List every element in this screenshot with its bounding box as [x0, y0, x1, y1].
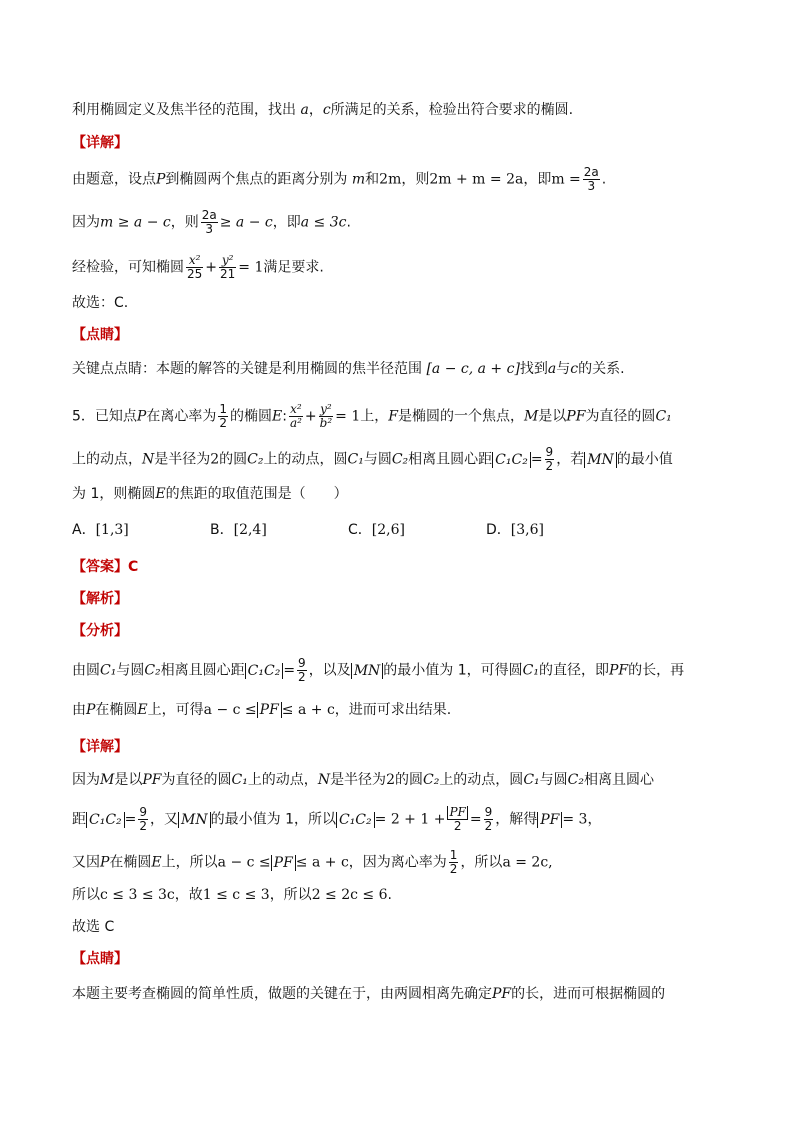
fraction: $\frac{\text{x²}}{\text{a²}}$ — [289, 402, 302, 430]
answer-heading: 【答案】C — [72, 559, 139, 575]
analysis-line-1: 由圆C₁与圆C₂相离且圆心距 C₁C₂ = $\frac{9}{2}$ ，以及 MN 的最小值为 1，可得圆C₁的直径，即PF的长，再 — [72, 656, 685, 684]
fraction: $\frac{2a}{3}$ — [583, 165, 599, 193]
detail2-line-1: 因为M是以PF为直径的圆C₁上的动点，N是半径为2的圆C₂上的动点，圆C₁与圆C₂相离且圆心 — [72, 772, 654, 788]
detail2-line-3: 又因P在椭圆E上，所以a − c ≤ PF ≤ a + c，因为离心率为 $\frac{1}{2}$ ，所以a = 2c, — [72, 848, 553, 876]
fraction: $\frac{9}{2}$ — [484, 805, 493, 833]
comment-line-1: 关键点点睛：本题的解答的关键是利用椭圆的焦半径范围 [a − c, a + c]找到a与c的关系. — [72, 361, 625, 377]
fraction: $\frac{PF}{2}$ — [449, 805, 466, 833]
fraction: $\frac{9}{2}$ — [545, 445, 554, 473]
analysis-line-2: 由P在椭圆E上，可得a − c ≤ PF ≤ a + c，进而可求出结果. — [72, 702, 452, 718]
detail-line-3: 经检验，可知椭圆 $\frac{\text{x²}}{25}$ + $\frac{\text{y²}}{21}$ = 1满足要求. — [72, 253, 324, 281]
comment2-line-1: 本题主要考查椭圆的简单性质，做题的关键在于，由两圆相离先确定PF的长，进而可根据椭圆的 — [72, 986, 666, 1002]
question-5-line-2: 上的动点，N是半径为2的圆C₂上的动点，圆C₁与圆C₂相离且圆心距 C₁C₂ = $\frac{9}{2}$ ，若 MN 的最小值 — [72, 445, 673, 473]
fraction: $\frac{\text{y²}}{\text{b²}}$ — [319, 402, 333, 430]
heading-detail-1: 【详解】 — [72, 135, 128, 151]
fraction: $\frac{1}{2}$ — [449, 848, 458, 876]
fraction: $\frac{9}{2}$ — [139, 805, 148, 833]
detail-line-2: 因为m ≥ a − c，则 $\frac{2a}{3}$ ≥ a − c，即a ≤ 3c. — [72, 208, 351, 236]
option-d: D．[3,6] — [486, 522, 544, 538]
option-b: B．[2,4] — [210, 522, 267, 538]
detail2-line-2: 距 C₁C₂ = $\frac{9}{2}$ ，又 MN 的最小值为 1，所以 C₁C₂ = 2 + 1 + $\frac{PF}{2}$ = $\frac{9}{2}$ ，解得 PF = 3， — [72, 805, 602, 833]
heading-comment-1: 【点睛】 — [72, 327, 128, 343]
heading-fenxi: 【分析】 — [72, 623, 128, 639]
fraction: $\frac{9}{2}$ — [298, 656, 306, 684]
question-5-line-3: 为 1，则椭圆E的焦距的取值范围是（ ） — [72, 486, 348, 502]
question-5-line-1: 5．已知点P在离心率为 $\frac{1}{2}$ 的椭圆E: $\frac{\text{x²}}{\text{a²}}$ + $\frac{\text{y²}}{\text{b²}}$ = 1上，F是椭圆的一个焦点，M是以PF为直径的圆C₁ — [72, 402, 672, 430]
detail2-line-5: 故选 C — [72, 919, 115, 935]
fraction: $\frac{\text{y²}}{21}$ — [220, 253, 236, 281]
heading-analysis: 【解析】 — [72, 591, 128, 607]
heading-comment-2: 【点睛】 — [72, 951, 128, 967]
answer-options — [72, 520, 732, 542]
paragraph-method: 利用椭圆定义及焦半径的范围，找出 a，c所满足的关系，检验出符合要求的椭圆. — [72, 102, 574, 118]
detail-line-4: 故选：C. — [72, 295, 129, 311]
fraction: $\frac{2a}{3}$ — [201, 208, 217, 236]
detail2-line-4: 所以c ≤ 3 ≤ 3c，故1 ≤ c ≤ 3，所以2 ≤ 2c ≤ 6. — [72, 887, 392, 903]
fraction: $\frac{\text{x²}}{25}$ — [187, 253, 203, 281]
heading-detail-2: 【详解】 — [72, 739, 128, 755]
option-c: C．[2,6] — [348, 522, 405, 538]
fraction: $\frac{1}{2}$ — [219, 402, 227, 430]
option-a: A．[1,3] — [72, 522, 129, 538]
detail-line-1: 由题意，设点P到椭圆两个焦点的距离分别为 m和2m，则2m + m = 2a，即m = $\frac{2a}{3}$ . — [72, 165, 607, 193]
